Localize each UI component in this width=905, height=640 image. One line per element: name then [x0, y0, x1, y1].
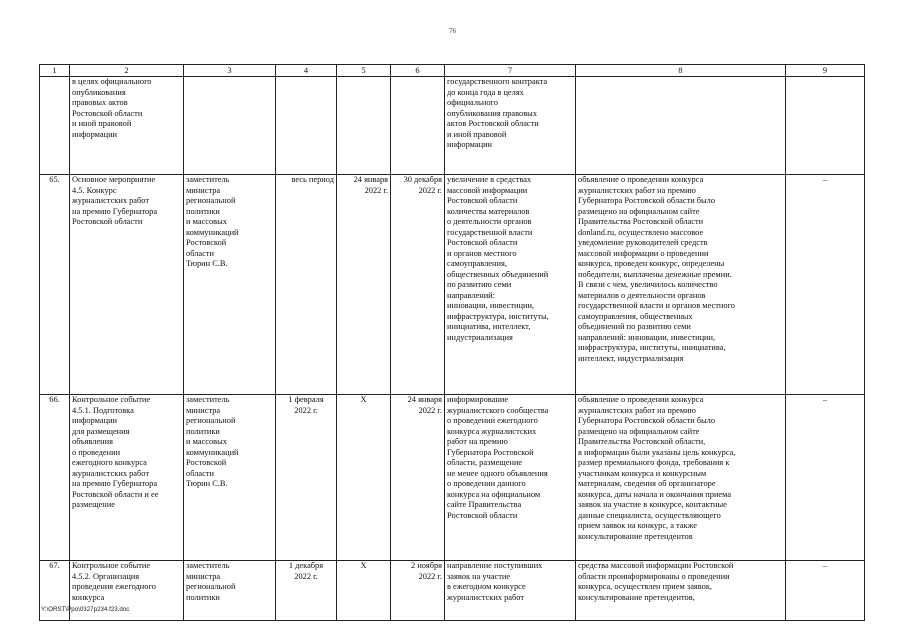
header-cell: 3: [184, 65, 276, 77]
table-row-continuation: [40, 77, 865, 175]
cell-executor: заместитель министра региональной политики и массовых коммуникаций Ростовской области Тюрин С.В.: [184, 395, 276, 561]
cell-start: Х: [337, 561, 391, 621]
cell-empty: [184, 77, 276, 175]
header-cell: 6: [391, 65, 445, 77]
cell-result: увеличение в средствах массовой информации Ростовской области количества материалов о деятельности органов государственной власти Ростовской области и органов местного самоуправления, общественных объединений по развитию семи направлений: инновации, инвестиции, инфраструктура, институты, инициатива, интеллект, индустриализация: [445, 175, 576, 395]
cell-actual: объявление о проведении конкурса журналистских работ на премию Губернатора Ростовской области было размещено на официальном сайте Правительства Ростовской области, в информации были указаны цель конкурса, размер премиального фонда, требования к участникам конкурса и конкурсным материалам, сведения об организаторе конкурса, даты начала и окончания приема заявок на участие в конкурсе, контактные данные специалиста, осуществляющего прием заявок на конкурс, а также консультирование претендентов: [576, 395, 786, 561]
cell-number: 65.: [40, 175, 70, 395]
cell-result: государственного контракта до конца года в целях официального опубликования правовых актов Ростовской области и иной правовой информации: [445, 77, 576, 175]
table-row: [40, 561, 865, 621]
cell-executor: заместитель министра региональной политики: [184, 561, 276, 621]
cell-empty: [786, 77, 865, 175]
cell-name: в целях официального опубликования правовых актов Ростовской области и иной правовой информации: [70, 77, 184, 175]
cell-end: 2 ноября 2022 г.: [391, 561, 445, 621]
header-cell: 5: [337, 65, 391, 77]
table-header-row: [40, 65, 865, 77]
table-row: [40, 175, 865, 395]
cell-note: –: [786, 561, 865, 621]
cell-empty: [576, 77, 786, 175]
cell-name: Контрольное событие 4.5.1. Подготовка информации для размещения объявления о проведении ежегодного конкурса журналистских работ на премию Губернатора Ростовской области и ее размещение: [70, 395, 184, 561]
page-number: 76: [449, 27, 456, 35]
cell-empty: [391, 77, 445, 175]
header-cell: 1: [40, 65, 70, 77]
header-cell: 9: [786, 65, 865, 77]
cell-empty: [40, 77, 70, 175]
cell-actual: объявление о проведении конкурса журналистских работ на премию Губернатора Ростовской области было размещено на официальном сайте Правительства Ростовской области donland.ru, осуществлено массовое уведомление руководителей средств массовой информации о проведении конкурса, проведен конкурс, определены победители, выплачены денежные премии. В связи с чем, увеличилось количество материалов о деятельности органов государственной власти и органов местного самоуправления, общественных объединений по развитию семи направлений: инновации, инвестиции, инфраструктура, институты, инициатива, интеллект, индустриализация: [576, 175, 786, 395]
table-row: [40, 395, 865, 561]
cell-start: Х: [337, 395, 391, 561]
cell-note: –: [786, 175, 865, 395]
report-table: [39, 64, 865, 621]
cell-number: 66.: [40, 395, 70, 561]
header-cell: 2: [70, 65, 184, 77]
cell-executor: заместитель министра региональной политики и массовых коммуникаций Ростовской области Тюрин С.В.: [184, 175, 276, 395]
cell-end: 30 декабря 2022 г.: [391, 175, 445, 395]
cell-actual: средства массовой информации Ростовской области проинформированы о проведении конкурса, осуществлен прием заявок, консультирование претендентов,: [576, 561, 786, 621]
cell-note: –: [786, 395, 865, 561]
header-cell: 8: [576, 65, 786, 77]
cell-period: 1 февраля 2022 г.: [276, 395, 337, 561]
cell-period: 1 декабря 2022 г.: [276, 561, 337, 621]
cell-name: Основное мероприятие 4.5. Конкурс журналистских работ на премию Губернатора Ростовской области: [70, 175, 184, 395]
cell-result: направление поступивших заявок на участие в ежегодном конкурсе журналистских работ: [445, 561, 576, 621]
cell-empty: [337, 77, 391, 175]
header-cell: 7: [445, 65, 576, 77]
header-cell: 4: [276, 65, 337, 77]
cell-empty: [276, 77, 337, 175]
cell-name: Контрольное событие 4.5.2. Организация проведения ежегодного конкурса: [70, 561, 184, 621]
cell-start: 24 января 2022 г.: [337, 175, 391, 395]
cell-period: весь период: [276, 175, 337, 395]
cell-number: 67.: [40, 561, 70, 621]
cell-end: 24 января 2022 г.: [391, 395, 445, 561]
file-path-footer: Y:\ORST\Ppo\0327p234.f23.doc: [41, 606, 130, 613]
cell-result: информирование журналистского сообщества о проведении ежегодного конкурса журналистских работ на премию Губернатора Ростовской области, размещение не менее одного объявления о проведении данного конкурса на официальном сайте Правительства Ростовской области: [445, 395, 576, 561]
